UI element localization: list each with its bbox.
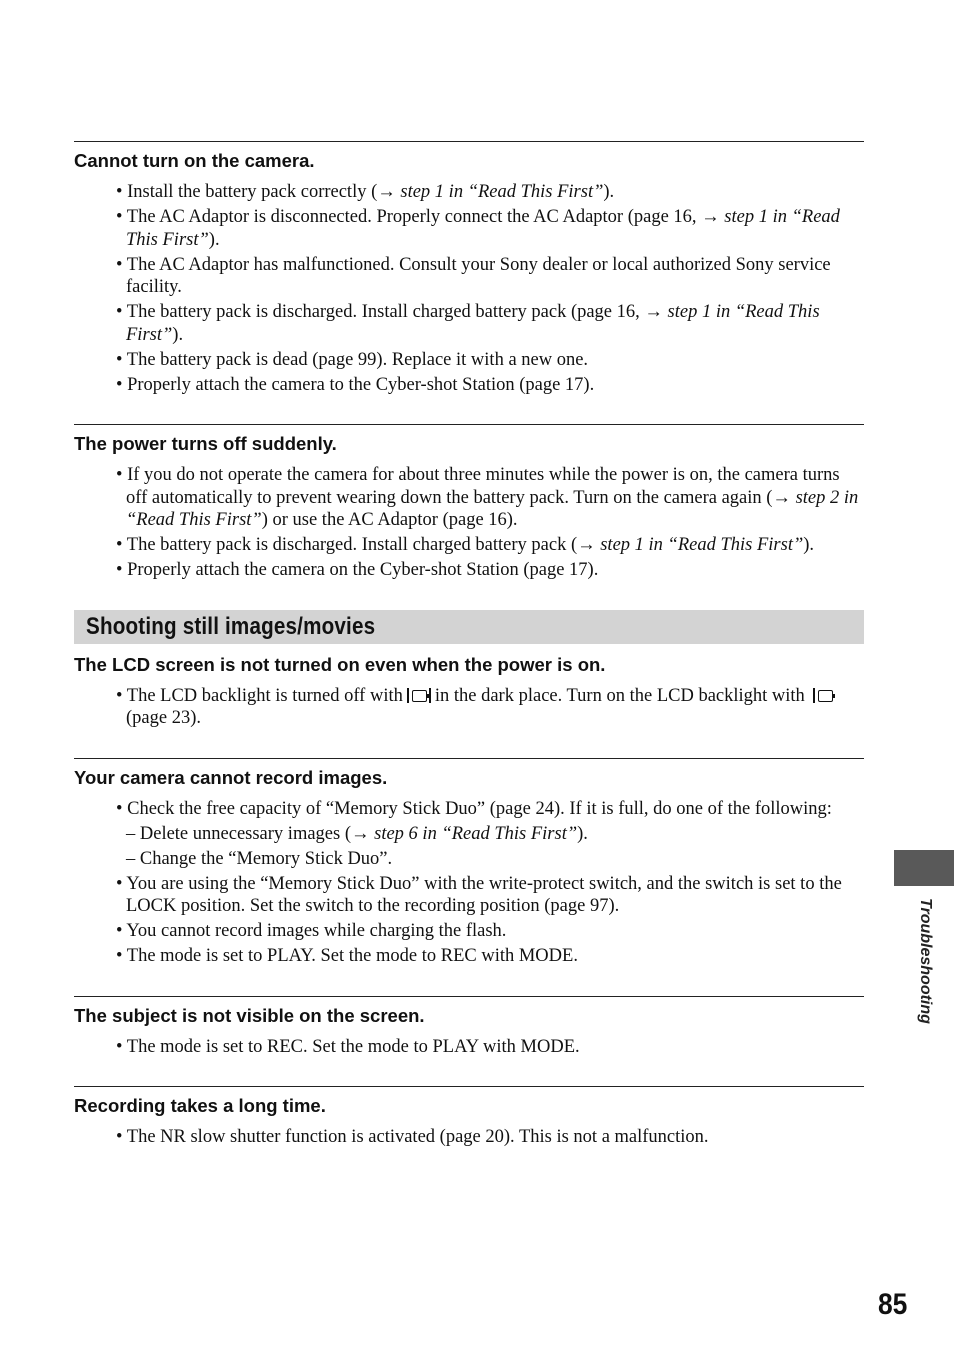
- section-heading: The LCD screen is not turned on even when the power is on.: [74, 653, 606, 675]
- list-item: • Properly attach the camera to the Cyber-shot Station (page 17).: [116, 374, 595, 395]
- list-subitem: – Change the “Memory Stick Duo”.: [126, 848, 393, 869]
- section-heading: The subject is not visible on the screen.: [74, 1004, 425, 1026]
- list-item: • Install the battery pack correctly (→ step 1 in “Read This First”).: [116, 182, 615, 202]
- list-subitem: – Delete unnecessary images (→ step 6 in “Read This First”).: [126, 823, 588, 844]
- section-heading: Cannot turn on the camera.: [74, 150, 315, 171]
- section-cannot-record: [74, 758, 864, 968]
- side-chapter-label: Troubleshooting: [917, 898, 934, 1024]
- list-item: • The AC Adaptor is disconnected. Properly connect the AC Adaptor (page 16, → step 1 in “Read This First”).: [116, 207, 840, 250]
- page-content: [74, 141, 864, 1177]
- chapter-heading: Shooting still images/movies: [74, 610, 864, 644]
- list-item: • The battery pack is discharged. Install charged battery pack (page 16, → step 1 in “Read This First”).: [116, 302, 820, 345]
- bullet-list: [74, 685, 864, 730]
- section-cannot-turn-on: [74, 141, 864, 396]
- bullet-list: [74, 464, 864, 582]
- lcd-backlight-on-icon: [813, 688, 837, 703]
- page-number: 85: [878, 1288, 908, 1321]
- list-item: • The AC Adaptor has malfunctioned. Consult your Sony dealer or local authorized Sony service facility.: [116, 254, 831, 297]
- section-divider: [74, 1086, 864, 1087]
- list-item: • Properly attach the camera on the Cyber-shot Station (page 17).: [116, 560, 599, 580]
- section-heading: Recording takes a long time.: [74, 1095, 326, 1116]
- section-recording-slow: [74, 1086, 864, 1149]
- section-heading: Your camera cannot record images.: [74, 766, 388, 788]
- bullet-list: [74, 1126, 864, 1149]
- list-item: • Check the free capacity of “Memory Stick Duo” (page 24). If it is full, do one of the following:: [116, 798, 832, 819]
- section-divider: [74, 996, 864, 997]
- section-subject-not-visible: [74, 996, 864, 1059]
- section-divider: [74, 424, 864, 425]
- list-item: • The NR slow shutter function is activated (page 20). This is not a malfunction.: [116, 1127, 709, 1147]
- list-item: • The battery pack is dead (page 99). Replace it with a new one.: [116, 349, 589, 370]
- list-item: • You cannot record images while charging the flash.: [116, 921, 507, 941]
- list-item: • The mode is set to PLAY. Set the mode to REC with MODE.: [116, 946, 578, 966]
- section-heading: The power turns off suddenly.: [74, 433, 337, 454]
- chapter-tab: [894, 850, 954, 886]
- section-lcd: [74, 654, 864, 730]
- list-item: • The battery pack is discharged. Install charged battery pack (→ step 1 in “Read This First”).: [116, 535, 815, 555]
- section-divider: [74, 141, 864, 142]
- list-item: • You are using the “Memory Stick Duo” with the write-protect switch, and the switch is set to the LOCK position. Set the switch to the recording position (page 97).: [116, 873, 842, 916]
- bullet-list: [74, 798, 864, 968]
- bullet-list: [74, 1036, 864, 1059]
- list-item: • The mode is set to REC. Set the mode to PLAY with MODE.: [116, 1036, 580, 1057]
- list-item: • The LCD backlight is turned off with in the dark place. Turn on the LCD backlight with (page 23).: [74, 685, 864, 730]
- section-divider: [74, 758, 864, 759]
- list-item: • If you do not operate the camera for about three minutes while the power is on, the camera turns off automatically to prevent wearing down the battery pack. Turn on the camera again (→ step 2 in “Read This First”) or use the AC Adaptor (page 16).: [116, 465, 859, 530]
- section-power-off: [74, 424, 864, 582]
- lcd-backlight-off-icon: [407, 688, 431, 703]
- bullet-list: [74, 181, 864, 396]
